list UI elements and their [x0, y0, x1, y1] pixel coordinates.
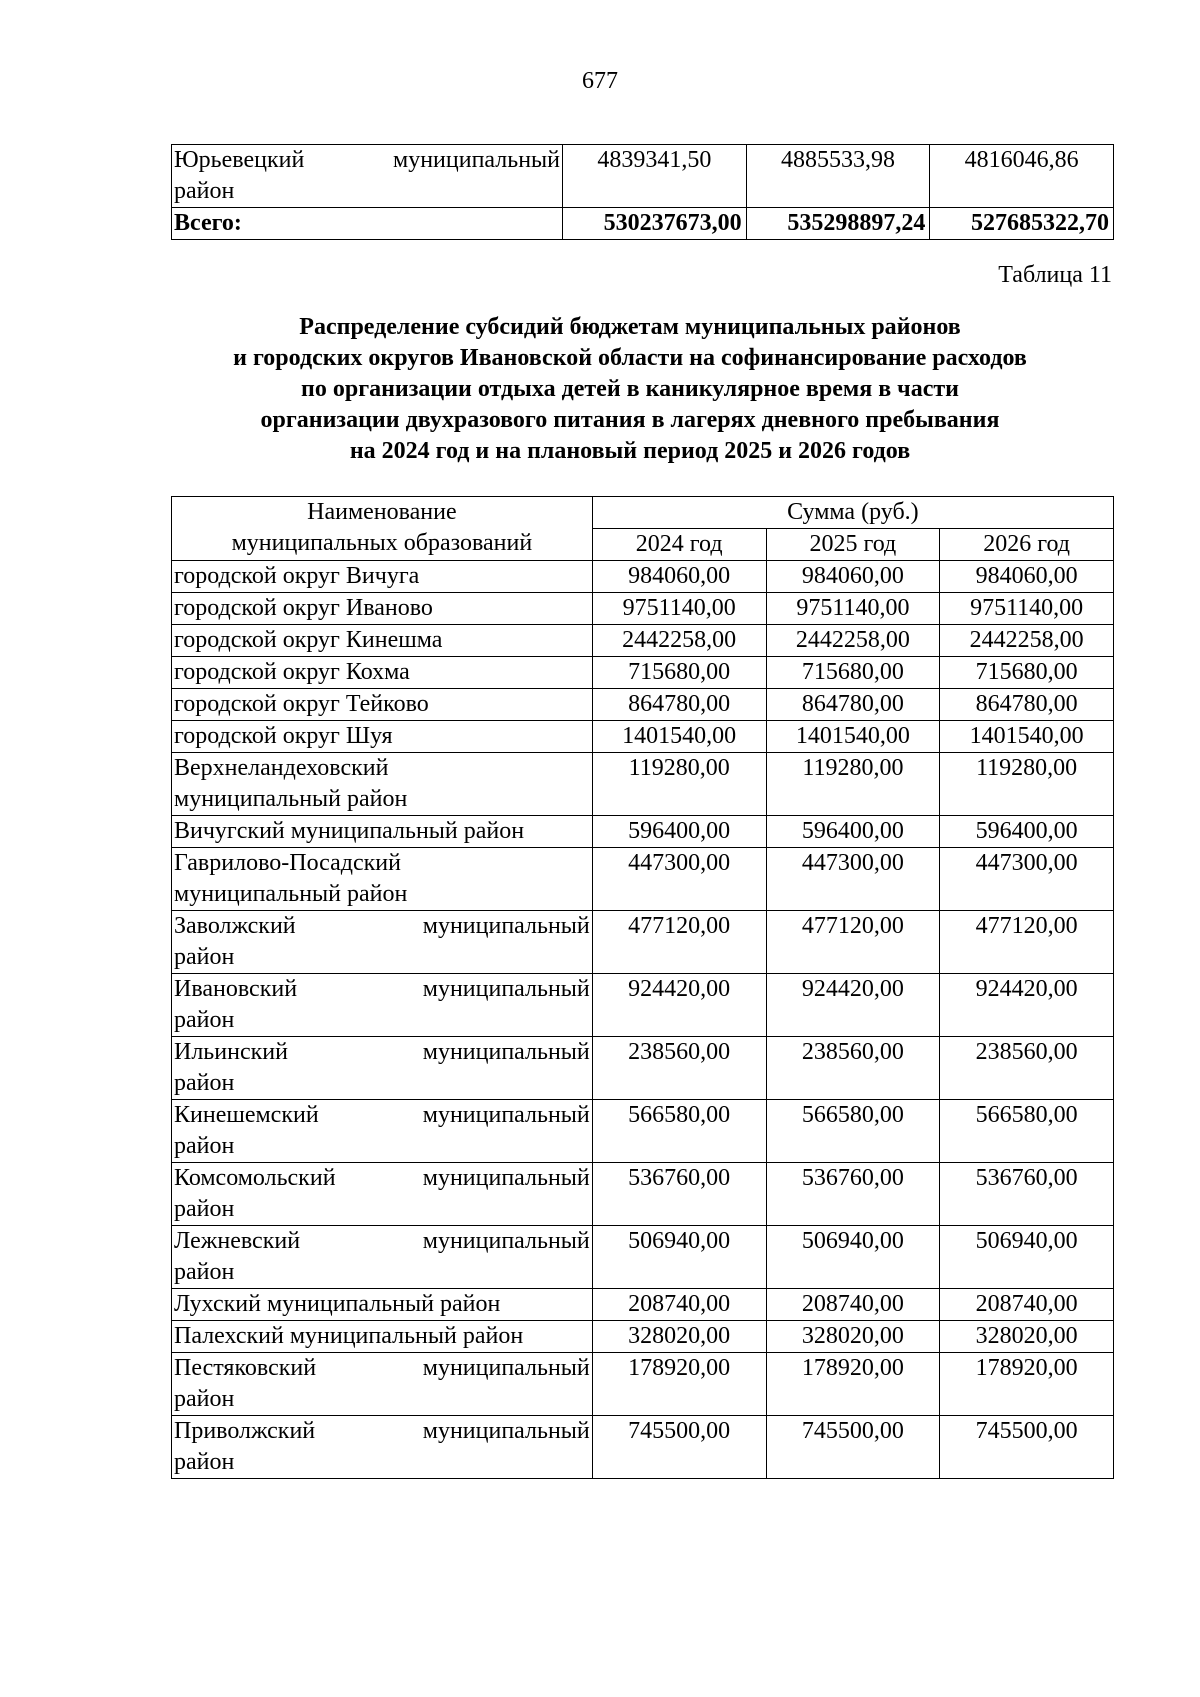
table-row: [172, 1100, 1114, 1163]
title-line: организации двухразового питания в лагерях дневного пребывания: [260, 407, 1000, 433]
title-line: на 2024 год и на плановый период 2025 и 2026 годов: [349, 438, 911, 464]
value-2025-cell: 9751140,00: [766, 593, 940, 625]
total-2026: 527685322,70: [930, 208, 1114, 240]
table-row: [172, 561, 1114, 593]
total-label: Всего:: [172, 208, 563, 240]
value-2024-cell: 238560,00: [592, 1037, 766, 1100]
table-title: [140, 312, 1120, 467]
total-2025: 535298897,24: [746, 208, 930, 240]
district-name-cell: Заволжский муниципальный район: [172, 911, 593, 974]
district-name-cell: Ивановский муниципальный район: [172, 974, 593, 1037]
value-2024-cell: 984060,00: [592, 561, 766, 593]
table-row: [172, 145, 1114, 208]
value-2026-cell: 536760,00: [940, 1163, 1114, 1226]
table-row: [172, 1321, 1114, 1353]
table-row: [172, 848, 1114, 911]
table-body: [172, 561, 1114, 1479]
value-2026-cell: 447300,00: [940, 848, 1114, 911]
value-2024-cell: 506940,00: [592, 1226, 766, 1289]
table-row: [172, 1163, 1114, 1226]
table-row: [172, 753, 1114, 816]
value-2026-cell: 596400,00: [940, 816, 1114, 848]
table-row: [172, 1289, 1114, 1321]
total-2024: 530237673,00: [563, 208, 747, 240]
district-name-cell: Лежневский муниципальный район: [172, 1226, 593, 1289]
district-name-cell: Комсомольский муниципальный район: [172, 1163, 593, 1226]
district-name-cell: Ильинский муниципальный район: [172, 1037, 593, 1100]
value-2026-cell: 1401540,00: [940, 721, 1114, 753]
value-2025-cell: 328020,00: [766, 1321, 940, 1353]
district-name-cell: городской округ Вичуга: [172, 561, 593, 593]
value-2025-cell: 238560,00: [766, 1037, 940, 1100]
title-line: Распределение субсидий бюджетам муниципальных районов: [299, 314, 961, 340]
value-2026-cell: 745500,00: [940, 1416, 1114, 1479]
page-number: 677: [582, 68, 618, 94]
district-name-cell: Пестяковский муниципальный район: [172, 1353, 593, 1416]
header-name-cell: Наименование муниципальных образований: [172, 497, 593, 561]
value-2025-cell: 208740,00: [766, 1289, 940, 1321]
district-name-cell: городской округ Шуя: [172, 721, 593, 753]
value-2024-cell: 119280,00: [592, 753, 766, 816]
value-2026-cell: 9751140,00: [940, 593, 1114, 625]
value-2025-cell: 1401540,00: [766, 721, 940, 753]
value-2026-cell: 178920,00: [940, 1353, 1114, 1416]
total-row: [172, 208, 1114, 240]
value-2026-cell: 984060,00: [940, 561, 1114, 593]
district-name-cell: Приволжский муниципальный район: [172, 1416, 593, 1479]
table-row: [172, 974, 1114, 1037]
value-2026-cell: 4816046,86: [930, 145, 1114, 208]
value-2024-cell: 2442258,00: [592, 625, 766, 657]
district-name-cell: городской округ Кохма: [172, 657, 593, 689]
table-row: [172, 1226, 1114, 1289]
value-2025-cell: 715680,00: [766, 657, 940, 689]
value-2025-cell: 745500,00: [766, 1416, 940, 1479]
value-2024-cell: 596400,00: [592, 816, 766, 848]
value-2026-cell: 2442258,00: [940, 625, 1114, 657]
title-line: по организации отдыха детей в каникулярное время в части: [301, 376, 959, 402]
header-sum-cell: Сумма (руб.): [592, 497, 1113, 529]
value-2024-cell: 447300,00: [592, 848, 766, 911]
value-2026-cell: 864780,00: [940, 689, 1114, 721]
table-row: [172, 1416, 1114, 1479]
value-2026-cell: 477120,00: [940, 911, 1114, 974]
value-2025-cell: 178920,00: [766, 1353, 940, 1416]
value-2026-cell: 566580,00: [940, 1100, 1114, 1163]
table-row: [172, 1353, 1114, 1416]
district-name-cell: Кинешемский муниципальный район: [172, 1100, 593, 1163]
district-name-cell: Юрьевецкий муниципальный район: [172, 145, 563, 208]
district-name-cell: Лухский муниципальный район: [172, 1289, 593, 1321]
value-2025-cell: 924420,00: [766, 974, 940, 1037]
header-2025: 2025 год: [766, 529, 940, 561]
value-2024-cell: 208740,00: [592, 1289, 766, 1321]
value-2026-cell: 328020,00: [940, 1321, 1114, 1353]
value-2025-cell: 4885533,98: [746, 145, 930, 208]
table-row: [172, 816, 1114, 848]
value-2026-cell: 208740,00: [940, 1289, 1114, 1321]
value-2025-cell: 2442258,00: [766, 625, 940, 657]
value-2025-cell: 864780,00: [766, 689, 940, 721]
value-2026-cell: 119280,00: [940, 753, 1114, 816]
table-row: [172, 1037, 1114, 1100]
subsidy-table: [171, 496, 1114, 1479]
header-2024: 2024 год: [592, 529, 766, 561]
table-caption: Таблица 11: [998, 262, 1112, 288]
table-row: [172, 721, 1114, 753]
table-row: [172, 689, 1114, 721]
table-row: [172, 625, 1114, 657]
district-name-cell: Вичугский муниципальный район: [172, 816, 593, 848]
value-2025-cell: 984060,00: [766, 561, 940, 593]
value-2025-cell: 596400,00: [766, 816, 940, 848]
value-2024-cell: 924420,00: [592, 974, 766, 1037]
value-2024-cell: 4839341,50: [563, 145, 747, 208]
value-2026-cell: 715680,00: [940, 657, 1114, 689]
title-line: и городских округов Ивановской области на софинансирование расходов: [233, 345, 1027, 371]
value-2025-cell: 506940,00: [766, 1226, 940, 1289]
district-name-cell: Палехский муниципальный район: [172, 1321, 593, 1353]
table-row: [172, 911, 1114, 974]
header-row: [172, 497, 1114, 529]
value-2024-cell: 745500,00: [592, 1416, 766, 1479]
table-row: [172, 593, 1114, 625]
value-2026-cell: 238560,00: [940, 1037, 1114, 1100]
district-name-cell: Верхнеландеховский муниципальный район: [172, 753, 593, 816]
value-2024-cell: 477120,00: [592, 911, 766, 974]
value-2026-cell: 506940,00: [940, 1226, 1114, 1289]
value-2025-cell: 566580,00: [766, 1100, 940, 1163]
value-2024-cell: 715680,00: [592, 657, 766, 689]
value-2024-cell: 9751140,00: [592, 593, 766, 625]
value-2025-cell: 447300,00: [766, 848, 940, 911]
value-2024-cell: 864780,00: [592, 689, 766, 721]
header-2026: 2026 год: [940, 529, 1114, 561]
value-2024-cell: 328020,00: [592, 1321, 766, 1353]
district-name-cell: городской округ Кинешма: [172, 625, 593, 657]
district-name-cell: городской округ Иваново: [172, 593, 593, 625]
continuation-table: [171, 144, 1114, 240]
value-2024-cell: 1401540,00: [592, 721, 766, 753]
value-2026-cell: 924420,00: [940, 974, 1114, 1037]
value-2024-cell: 536760,00: [592, 1163, 766, 1226]
value-2025-cell: 119280,00: [766, 753, 940, 816]
value-2025-cell: 536760,00: [766, 1163, 940, 1226]
district-name-cell: городской округ Тейково: [172, 689, 593, 721]
value-2025-cell: 477120,00: [766, 911, 940, 974]
district-name-cell: Гаврилово-Посадский муниципальный район: [172, 848, 593, 911]
value-2024-cell: 566580,00: [592, 1100, 766, 1163]
value-2024-cell: 178920,00: [592, 1353, 766, 1416]
table-row: [172, 657, 1114, 689]
